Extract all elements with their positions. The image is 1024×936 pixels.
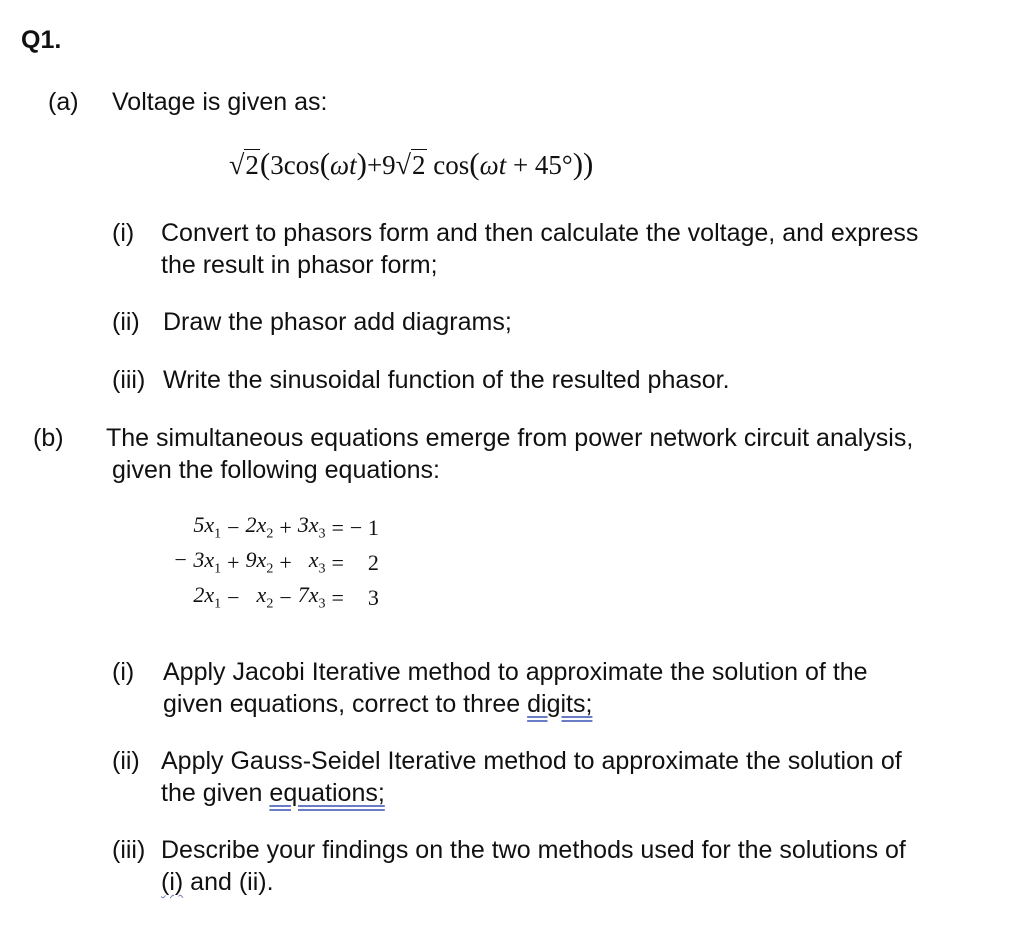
spellcheck-underline: (i)	[161, 868, 184, 896]
equation-row: − $3x_1$ + $9x_2$ + $x_3$ = 2	[173, 547, 379, 577]
part-a-item-iii-text: Write the sinusoidal function of the resulted phasor.	[163, 366, 730, 394]
part-b-item-ii-label: (ii)	[112, 747, 140, 775]
part-b-line1: The simultaneous equations emerge from power network circuit analysis,	[106, 424, 914, 452]
part-b-item-iii-line1: Describe your findings on the two methods used for the solutions of	[161, 836, 906, 864]
part-b-item-iii-label: (iii)	[112, 836, 146, 864]
part-b-item-ii-line1: Apply Gauss-Seidel Iterative method to approximate the solution of	[161, 747, 902, 775]
part-a-item-i-label: (i)	[112, 219, 135, 247]
equation-system	[170, 510, 382, 615]
equation-row: $5x_1$ − $2x_2$ + $3x_3$ = − 1	[193, 512, 379, 542]
part-b-item-i-line2: given equations, correct to three digits;	[163, 690, 593, 718]
spellcheck-underline: equations;	[269, 779, 385, 807]
part-a-item-i-line1: Convert to phasors form and then calculate the voltage, and express	[161, 219, 919, 247]
part-a-item-i-line2: the result in phasor form;	[161, 251, 438, 279]
part-a-item-ii-text: Draw the phasor add diagrams;	[163, 308, 512, 336]
question-title: Q1.	[21, 26, 62, 54]
part-a-label: (a)	[48, 88, 79, 116]
part-b-item-ii-line2: the given equations;	[161, 779, 385, 807]
part-b-item-iii-line2: (i) and (ii).	[161, 868, 274, 896]
part-a-intro: Voltage is given as:	[112, 88, 328, 116]
voltage-expression: √2(3cos(ωt)+9√2 cos(ωt + 45°))	[229, 146, 594, 181]
part-b-item-i-label: (i)	[112, 658, 135, 686]
equation-row: $2x_1$ − $x_2$ − $7x_3$ = 3	[193, 582, 379, 612]
part-b-item-i-line1: Apply Jacobi Iterative method to approximate the solution of the	[163, 658, 868, 686]
part-b-line2: given the following equations:	[112, 456, 441, 484]
spellcheck-underline: digits;	[527, 690, 593, 718]
part-b-label: (b)	[33, 424, 64, 452]
sqrt-symbol: √2	[229, 150, 259, 181]
part-a-item-ii-label: (ii)	[112, 308, 140, 336]
part-a-item-iii-label: (iii)	[112, 366, 146, 394]
